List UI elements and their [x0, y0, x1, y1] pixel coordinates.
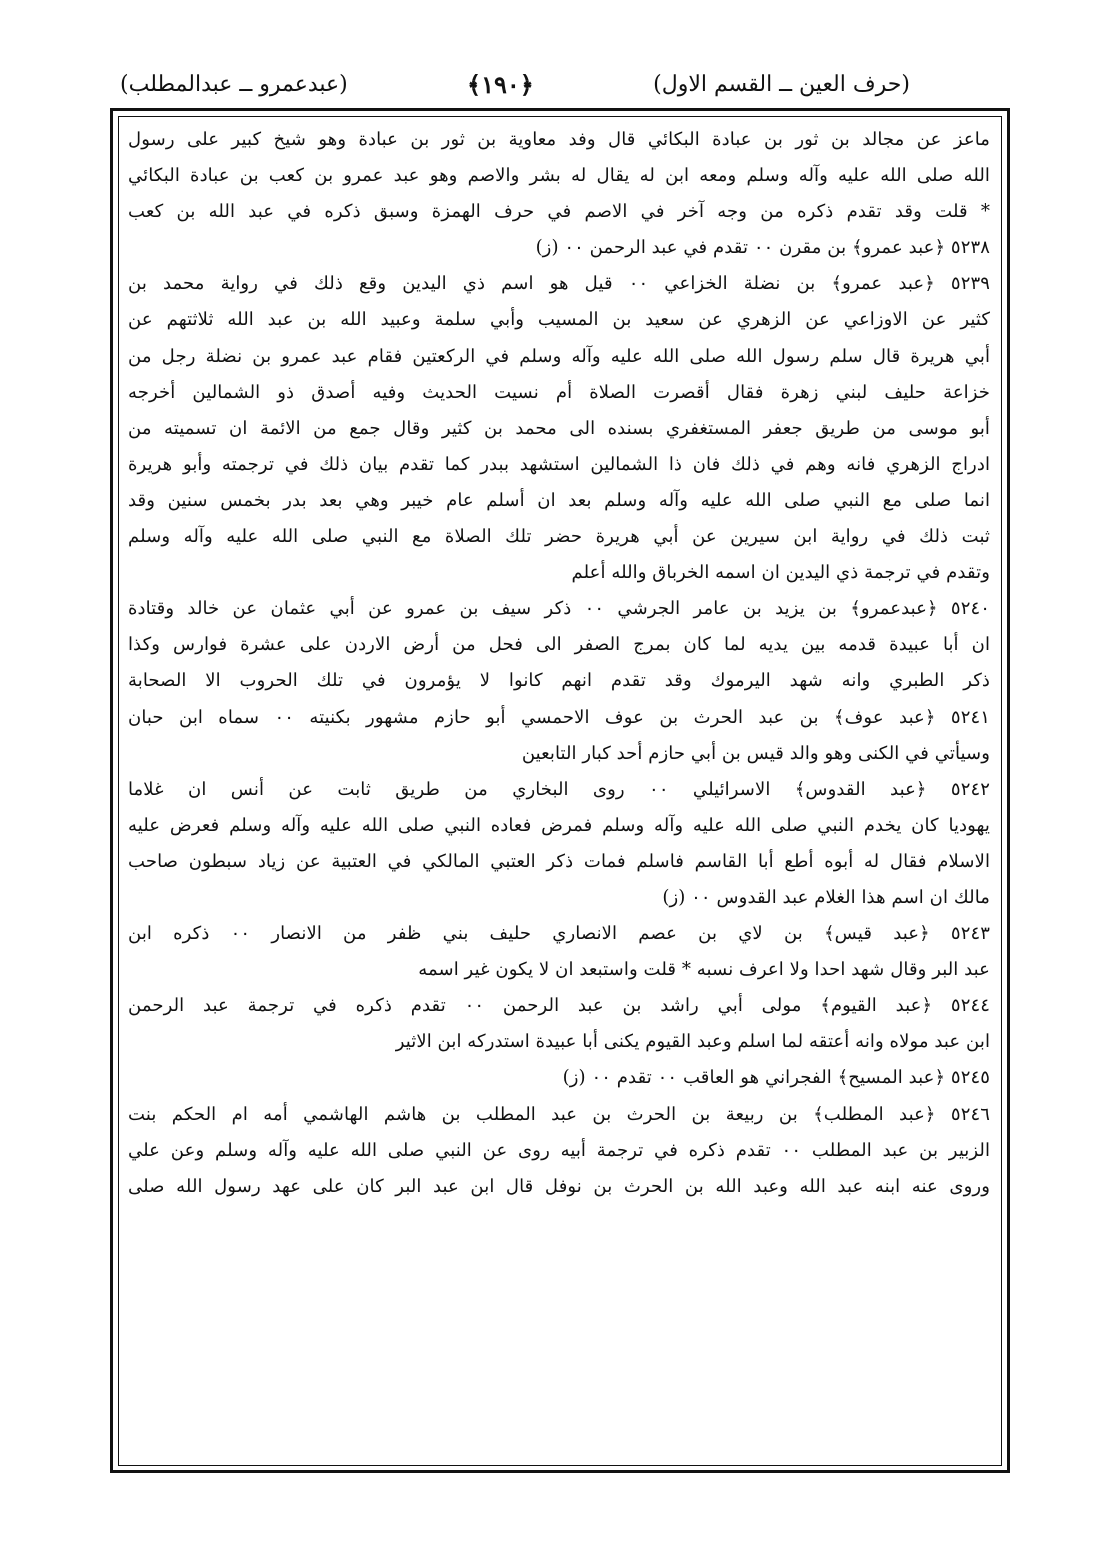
- text-line: الزبير بن عبد المطلب ٠٠ تقدم ذكره في ترجمة أبيه روى عن النبي صلى الله عليه وآله وسلم وعن علي: [128, 1139, 990, 1161]
- text-line: كثير عن الاوزاعي عن الزهري عن سعيد بن المسيب وأبي سلمة وعبيد الله بن عبد الله ثلاثتهم عن: [128, 309, 990, 331]
- text-line: يهوديا كان يخدم النبي صلى الله عليه وآله وسلم فمرض فعاده النبي صلى الله عليه وآله وسلم فعرض عليه: [128, 814, 990, 836]
- text-line: * قلت وقد تقدم ذكره من وجه آخر في الاصم في حرف الهمزة وسبق ذكره في عبد الله بن كعب: [128, 201, 990, 223]
- text-line: ابن عبد مولاه وانه أعتقه لما اسلم وعبد القيوم يكنى أبا عبيدة استدركه ابن الاثير: [395, 1031, 990, 1053]
- text-line: ماعز عن مجالد بن ثور بن عبادة البكائي قال وفد معاوية بن ثور بن عبادة وهو شيخ كبير على رسول: [128, 129, 990, 150]
- text-line: ٥٢٤٦ ﴿عبد المطلب﴾ بن ربيعة بن الحرث بن عبد المطلب بن هاشم الهاشمي أمه ام الحكم بنت: [128, 1103, 990, 1125]
- text-line: ٥٢٣٨ ﴿عبد عمرو﴾ بن مقرن ٠٠ تقدم في عبد الرحمن ٠٠ (ز): [535, 237, 990, 259]
- text-line: وسيأتي في الكنى وهو والد قيس بن أبي حازم أحد كبار التابعين: [521, 742, 990, 764]
- text-line: خزاعة حليف لبني زهرة فقال أقصرت الصلاة أم نسيت الحديث وفيه أصدق ذو الشمالين أخرجه: [128, 381, 990, 403]
- text-line: ٥٢٣٩ ﴿عبد عمرو﴾ بن نضلة الخزاعي ٠٠ قيل هو اسم ذي اليدين وقع ذلك في رواية محمد بن: [128, 273, 990, 295]
- text-line: ذكر الطبري وانه شهد اليرموك وقد تقدم انهم كانوا لا يؤمرون في تلك الحروب الا الصحابة: [128, 670, 990, 692]
- text-line: ٥٢٤٠ ﴿عبدعمرو﴾ بن يزيد بن عامر الجرشي ٠٠ ذكر سيف بن عمرو عن أبي عثمان عن خالد وقتادة: [128, 598, 990, 620]
- section-title: (حرف العين ــ القسم الاول): [653, 71, 910, 97]
- text-line: انما صلى مع النبي صلى الله عليه وآله وسلم بعد ان أسلم عام خيبر وهي بعد بدر بخمس سنين وقد: [128, 489, 990, 511]
- page-number: ﴿١٩٠﴾: [467, 69, 534, 99]
- text-line: ٥٢٤٥ ﴿عبد المسيح﴾ الفجراني هو العاقب ٠٠ تقدم ٠٠ (ز): [562, 1067, 990, 1089]
- text-line: وتقدم في ترجمة ذي اليدين ان اسمه الخرباق والله أعلم: [571, 562, 990, 584]
- entry-range: (عبدعمرو ــ عبدالمطلب): [120, 71, 348, 97]
- text-line: ادراج الزهري فانه وهم في ذلك فان ذا الشمالين استشهد ببدر كما تقدم بيان ذلك في ترجمته وأبو هريرة: [128, 453, 990, 475]
- text-line: عبد البر وقال شهد احدا ولا اعرف نسبه * قلت واستبعد ان لا يكون غير اسمه: [418, 959, 990, 981]
- text-line: ٥٢٤٣ ﴿عبد قيس﴾ بن لاي بن عصم الانصاري حليف بني ظفر من الانصار ٠٠ ذكره ابن: [128, 923, 990, 945]
- text-line: ٥٢٤٤ ﴿عبد القيوم﴾ مولى أبي راشد بن عبد الرحمن ٠٠ تقدم ذكره في ترجمة عبد الرحمن: [128, 995, 990, 1017]
- text-line: الاسلام فقال له أبوه أطع أبا القاسم فاسلم فمات ذكر العتبي المالكي في العتبية عن زياد سبطون صاحب: [128, 850, 990, 872]
- text-body: [128, 122, 990, 1205]
- text-line: ٥٢٤١ ﴿عبد عوف﴾ بن عبد الحرث بن عوف الاحمسي أبو حازم مشهور بكنيته ٠٠ سماه ابن حبان: [128, 706, 990, 728]
- text-line: ثبت ذلك في رواية ابن سيرين عن أبي هريرة حضر تلك الصلاة مع النبي صلى الله عليه وآله وسلم: [128, 526, 990, 548]
- text-line: ٥٢٤٢ ﴿عبد القدوس﴾ الاسرائيلي ٠٠ روى البخاري من طريق ثابت عن أنس ان غلاما: [128, 778, 990, 800]
- text-line: ان أبا عبيدة قدمه بين يديه لما كان بمرج الصفر الى فحل من أرض الاردن على عشرة فوارس وكذا: [128, 634, 990, 656]
- text-line: مالك ان اسم هذا الغلام عبد القدوس ٠٠ (ز): [662, 886, 990, 908]
- text-line: أبي هريرة قال سلم رسول الله صلى الله عليه وآله وسلم في الركعتين فقام عبد عمرو بن نضلة رجل من: [128, 345, 990, 367]
- page-header: [120, 66, 910, 102]
- text-line: الله صلى الله عليه وآله وسلم ومعه ابن له يقال له بشر والاصم وهو عبد عمرو بن كعب بن عبادة البكائي: [128, 165, 990, 187]
- text-line: أبو موسى من طريق جعفر المستغفري بسنده الى محمد بن كثير وقال جمع من الائمة ان تسميته من: [128, 417, 990, 439]
- text-line: وروى عنه ابنه عبد الله وعبد الله بن الحرث بن نوفل قال ابن عبد البر كان على عهد رسول الله صلى: [128, 1175, 990, 1197]
